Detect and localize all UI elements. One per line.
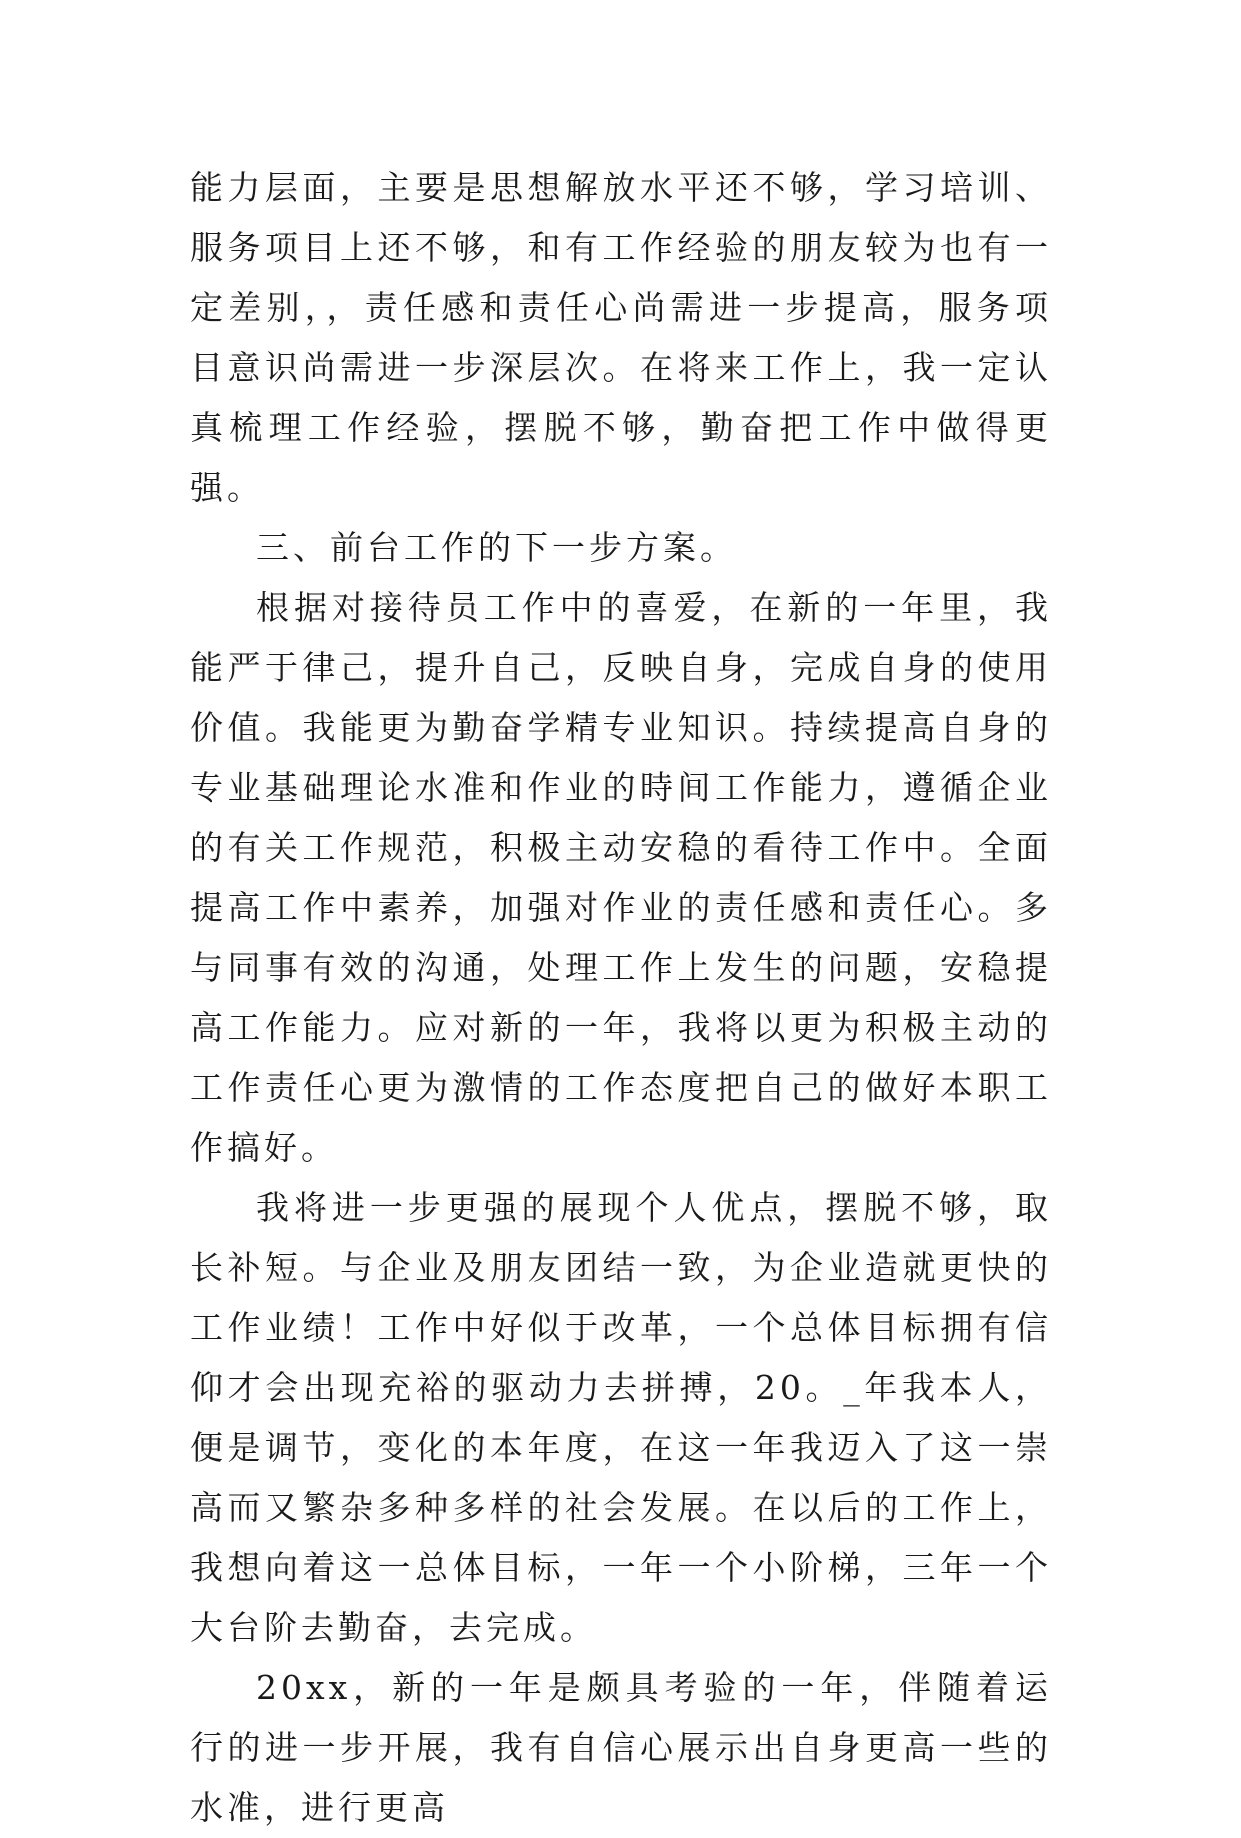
paragraph-4: 20xx，新的一年是颇具考验的一年，伴随着运行的进一步开展，我有自信心展示出自身更高一些的水准，进行更高 — [190, 1668, 1052, 1827]
paragraph-3: 我将进一步更强的展现个人优点，摆脱不够，取长补短。与企业及朋友团结一致，为企业造就更快的工作业绩！工作中好似于改革，一个总体目标拥有信仰才会出现充裕的驱动力去拼搏，20。_年我本人，便是调节，变化的本年度，在这一年我迈入了这一崇高而又繁杂多种多样的社会发展。在以后的工作上，我想向着这一总体目标，一年一个小阶梯，三年一个大台阶去勤奋，去完成。 — [190, 1188, 1052, 1647]
paragraph-1: 能力层面，主要是思想解放水平还不够，学习培训、服务项目上还不够，和有工作经验的朋友较为也有一定差别，，责任感和责任心尚需进一步提高，服务项目意识尚需进一步深层次。在将来工作上，我一定认真梳理工作经验，摆脱不够，勤奋把工作中做得更强。 — [190, 168, 1052, 507]
document-body — [190, 158, 1052, 1838]
section-heading: 三、前台工作的下一步方案。 — [256, 528, 737, 567]
paragraph-2: 根据对接待员工作中的喜爱，在新的一年里，我能严于律己，提升自己，反映自身，完成自身的使用价值。我能更为勤奋学精专业知识。持续提高自身的专业基础理论水准和作业的時间工作能力，遵循企业的有关工作规范，积极主动安稳的看待工作中。全面提高工作中素养，加强对作业的责任感和责任心。多与同事有效的沟通，处理工作上发生的问题，安稳提高工作能力。应对新的一年，我将以更为积极主动的工作责任心更为激情的工作态度把自己的做好本职工作搞好。 — [190, 588, 1052, 1167]
